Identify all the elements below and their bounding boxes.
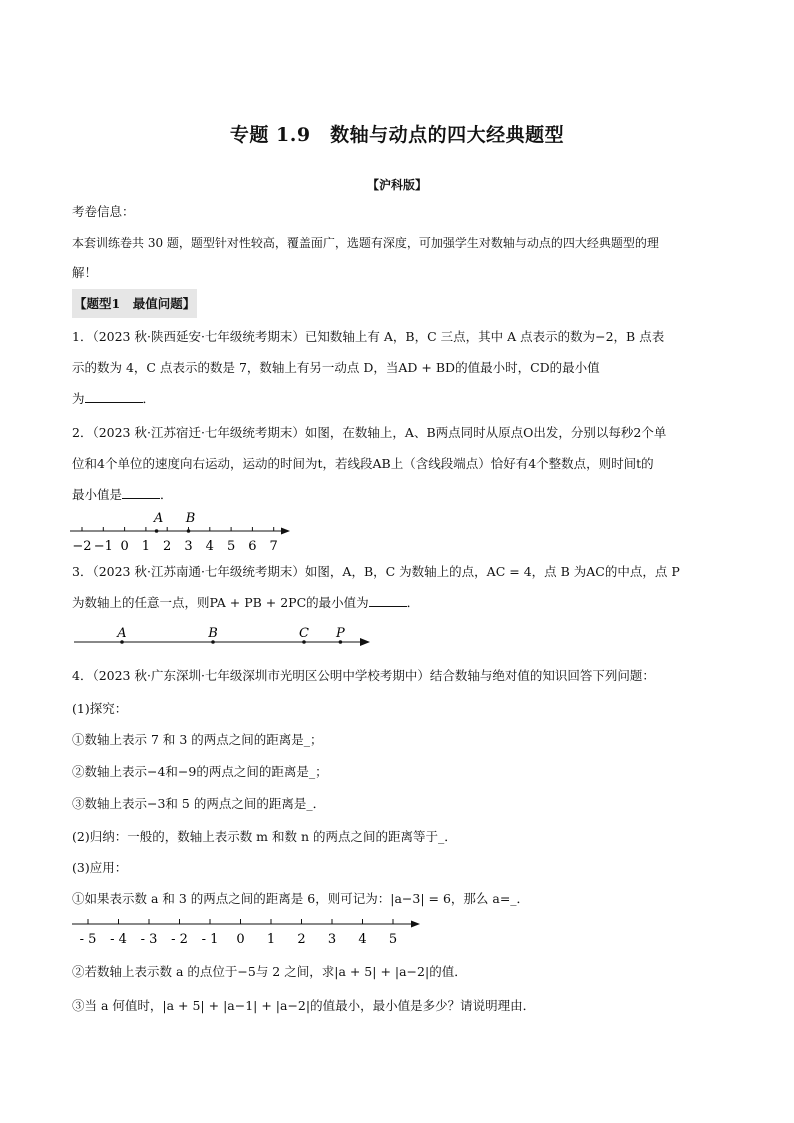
q4-part2: (2)归纳：一般的，数轴上表示数 m 和数 n 的两点之间的距离等于_． <box>72 829 457 844</box>
q3-point-label-B: B <box>208 626 218 641</box>
q3-line2-prefix: 为数轴上的任意一点，则PA + PB + 2PC的最小值为 <box>72 595 369 610</box>
q2-tick-label-2: 0 <box>120 539 129 554</box>
q4-part3: (3)应用： <box>72 860 128 875</box>
q4-part1b: ②数轴上表示−4和−9的两点之间的距离是_； <box>72 764 328 779</box>
q2-tick-label-0: −2 <box>72 539 92 554</box>
q4-tick-label-4: - 1 <box>201 932 219 947</box>
q3-number-line <box>68 620 378 656</box>
q2-line3-suffix: ． <box>160 487 173 502</box>
q4-tick-label-10: 5 <box>388 932 398 947</box>
q3-line1: 3．（2023 秋·江苏南通·七年级统考期末）如图，A，B，C 为数轴上的点，AC = 4，点 B 为AC的中点，点 P <box>72 564 680 579</box>
q1-line3 <box>72 384 722 413</box>
q2-tick-label-9: 7 <box>269 539 278 554</box>
q4-part1: (1)探究： <box>72 701 128 716</box>
q3-point-label-A: A <box>117 626 127 641</box>
q2-tick-label-4: 2 <box>163 539 172 554</box>
q4-tick-label-7: 2 <box>297 932 306 947</box>
q2-line3-prefix: 最小值是 <box>72 487 123 502</box>
q2-line1: 2．（2023 秋·江苏宿迁·七年级统考期末）如图，在数轴上，A、B两点同时从原点O出发，分别以每秒2个单 <box>72 425 667 440</box>
q4-tick-label-0: - 5 <box>79 932 97 947</box>
q2-number-line <box>60 505 300 557</box>
info-description-cont: 解！ <box>72 265 98 280</box>
section-label: 【题型1 最值问题】 <box>72 289 197 318</box>
q4-tick-label-2: - 3 <box>140 932 158 947</box>
q4-part1c: ③数轴上表示−3和 5 的两点之间的距离是_． <box>72 796 326 811</box>
q2-line2: 位和4个单位的速度向右运动，运动的时间为t，若线段AB上（含线段端点）恰好有4个整数点，则时间t的 <box>72 456 654 471</box>
q3-axis-arrow <box>360 638 370 646</box>
info-description: 本套训练卷共 30 题，题型针对性较高，覆盖面广，选题有深度，可加强学生对数轴与动点的四大经典题型的理 <box>72 236 659 250</box>
q2-point-B <box>187 529 191 533</box>
q1-line1: 1．（2023 秋·陕西延安·七年级统考期末）已知数轴上有 A，B，C 三点，其中 A 点表示的数为−2，B 点表 <box>72 329 665 344</box>
q3-line2 <box>72 588 722 617</box>
q2-tick-label-8: 6 <box>248 539 257 554</box>
q4-tick-label-8: 3 <box>327 932 337 947</box>
q4-part1a: ①数轴上表示 7 和 3 的两点之间的距离是_； <box>72 732 323 747</box>
q4-tick-label-5: 0 <box>236 932 245 947</box>
q2-tick-label-5: 3 <box>184 539 193 554</box>
info-heading: 考卷信息： <box>72 204 135 219</box>
q2-answer-blank[interactable] <box>122 484 160 499</box>
q2-tick-label-6: 4 <box>205 539 214 554</box>
q3-point-label-C: C <box>299 626 309 641</box>
q3-answer-blank[interactable] <box>369 592 407 607</box>
q4-part3b: ②若数轴上表示数 a 的点位于−5与 2 之间，求|a + 5| + |a−2|的值． <box>72 964 467 979</box>
q2-tick-label-7: 5 <box>226 539 236 554</box>
q3-line2-suffix: ． <box>406 595 420 610</box>
q2-point-label-B: B <box>185 511 196 526</box>
q4-number-line <box>68 912 428 950</box>
q4-tick-label-9: 4 <box>358 932 367 947</box>
page-title: 专题 1.9 数轴与动点的四大经典题型 <box>229 124 565 146</box>
q1-line3-suffix: ． <box>142 391 156 406</box>
q4-tick-label-1: - 4 <box>110 932 127 947</box>
q2-tick-label-1: −1 <box>93 539 113 554</box>
q3-point-label-P: P <box>336 626 345 641</box>
q4-tick-label-3: - 2 <box>171 932 188 947</box>
q4-axis-arrow <box>411 921 420 928</box>
q4-line1: 4．（2023 秋·广东深圳·七年级深圳市光明区公明中学校考期中）结合数轴与绝对值的知识回答下列问题： <box>72 668 655 683</box>
q4-part3a: ①如果表示数 a 和 3 的两点之间的距离是 6，则可记为：|a−3| = 6，那么 a=_． <box>72 891 530 906</box>
section-heading-1 <box>72 289 722 318</box>
q2-tick-label-3: 1 <box>141 539 151 554</box>
q4-tick-label-6: 1 <box>266 932 276 947</box>
q1-line3-prefix: 为 <box>72 391 85 406</box>
q4-part3c: ③当 a 何值时，|a + 5| + |a−1| + |a−2|的值最小，最小值是多少？请说明理由． <box>72 998 536 1013</box>
q2-point-label-A: A <box>153 511 164 526</box>
edition-label: 【沪科版】 <box>366 178 427 192</box>
q2-axis-arrow <box>281 528 290 535</box>
q1-answer-blank[interactable] <box>85 388 143 403</box>
q2-point-A <box>155 529 159 533</box>
q1-line2: 示的数为 4，C 点表示的数是 7，数轴上有另一动点 D，当AD + BD的值最小时，CD的最小值 <box>72 360 600 375</box>
